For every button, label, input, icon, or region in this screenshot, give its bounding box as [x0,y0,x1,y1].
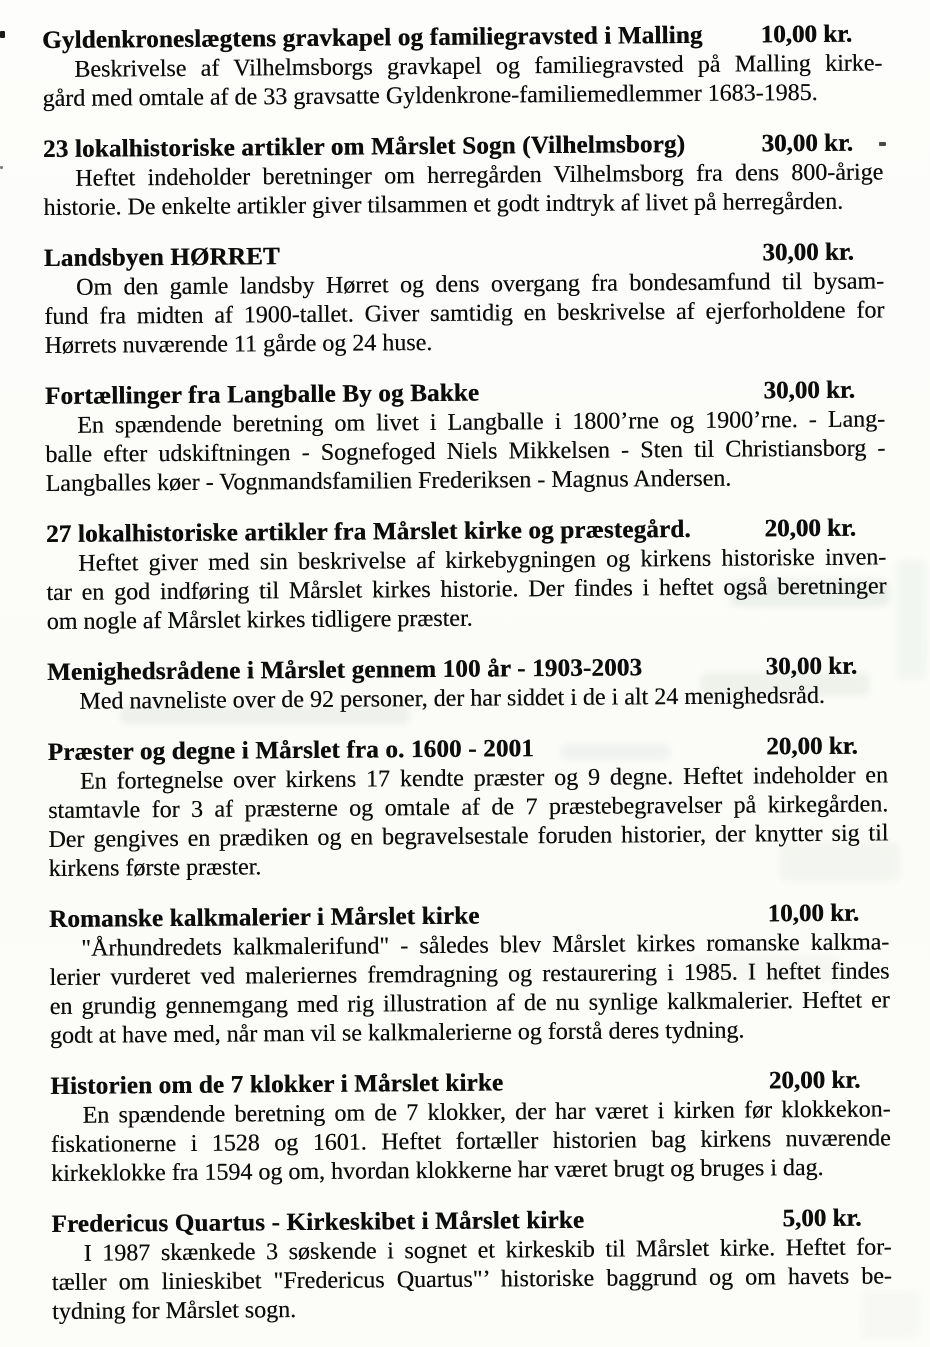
entry-description-line: I 1987 skænkede 3 søskende i sognet et kirkeskib til Mårslet kirke. Heftet for- [83,1234,892,1267]
entry-description-line: gård med omtale af de 33 gravsatte Gyldenkrone-familiemedlemmer 1683-1985. [42,79,818,112]
entry-title: Fortællinger fra Langballe By og Bakke [44,379,480,410]
catalog-entry [49,898,890,1051]
entry-description-line: tæller om linieskibet "Fredericus Quartus"’ historiske baggrund og om havets be- [51,1263,892,1296]
entry-description-line: En fortegnelse over kirkens 17 kendte præster og 9 degne. Heftet indeholder en [79,762,889,795]
entry-description-line: en grundig gennemgang med rig illustration af de nu synlige kalkmalerier. Heftet er [49,987,890,1020]
entry-title: Menighedsrådene i Mårslet gennem 100 år - 1903-2003 [46,654,643,686]
entry-description-line: En spændende beretning om livet i Langballe i 1800’rne og 1900’rne. - Lang- [77,406,886,439]
entry-title: Landsbyen HØRRET [43,243,280,272]
entry-price: 30,00 kr. [763,376,855,405]
entry-description [49,928,890,1051]
entry-description-line: Hørrets nuværende 11 gårde og 24 huse. [44,329,433,359]
entry-description [46,543,887,637]
entry-description [50,1095,891,1189]
entry-title: 23 lokalhistoriske artikler om Mårslet Sogn (Vilhelmsborg) [42,130,686,163]
catalog-entry [50,1065,891,1189]
entry-description-line: godt at have med, når man vil se kalkmalerierne og forstå deres tydning. [49,1017,745,1049]
bleed-through-smudge [896,560,926,680]
entry-description-line: balle efter udskiftningen - Sognefoged Niels Mikkelsen - Sten til Christiansborg - [45,435,886,468]
catalog-entry [43,128,884,223]
entry-description-line: kirkeklokke fra 1594 og om, hvordan klokkerne har været brugt og bruges i dag. [50,1154,824,1187]
catalog-entry [44,237,885,361]
entry-description-line: Om den gamle landsby Hørret og dens overgang fra bondesamfund til bysam- [75,268,885,301]
entry-price: 20,00 kr. [768,1066,861,1095]
entry-title: Romanske kalkmalerier i Mårslet kirke [48,902,480,933]
entry-description-line: "Århundredets kalkmalerifund" - således blev Mårslet kirkes romanske kalkma- [81,929,890,962]
catalog-entry [45,375,886,499]
entry-price: 30,00 kr. [761,129,854,158]
entry-description-line: lerier vurderet ved maleriernes fremdragning og restaurering i 1985. I heftet findes [49,958,890,991]
entry-description-line: stamtavle for 3 af præsterne og omtale af de 7 præstebegravelser på kirkegården. [48,791,889,824]
entry-price: 10,00 kr. [760,20,853,49]
entry-description-line: Heftet giver med sin beskrivelse af kirkebygningen og kirkens historiske inven- [78,544,887,577]
entry-description-line: Heftet indeholder beretninger om herregården Vilhelmsborg fra dens 800-årige [75,159,884,192]
entry-price: 10,00 kr. [767,899,860,928]
catalog-entry [51,1203,892,1327]
entry-description [47,681,887,717]
scan-speck [0,31,5,38]
entry-description [45,405,886,499]
entry-description-line: fund fra midten af 1900-tallet. Giver samtidig en beskrivelse af ejerforholdene for [44,297,885,330]
entry-description-line: tar en god indføring til Mårslet kirkes historie. Der findes i heftet også beretninger [46,573,887,606]
entry-description [43,158,883,223]
entry-description-line: Der gengives en prædiken og en begravelsestale foruden historier, der knytter sig til [48,820,889,853]
entry-description [44,267,885,361]
entry-description-line: historie. De enkelte artikler giver tilsammen et godt indtryk af livet på herregården. [43,188,844,221]
catalog-entry [48,731,889,884]
entry-description-line: Med navneliste over de 92 personer, der har siddet i de i alt 24 menighedsråd. [79,682,825,715]
catalog-entry [47,651,887,717]
entry-title: Gyldenkroneslægtens gravkapel og familiegravsted i Malling [42,21,703,54]
entry-description-line: Beskrivelse af Vilhelmsborgs gravkapel og familiegravsted på Malling kirke- [74,50,883,83]
entry-price: 20,00 kr. [766,732,858,761]
catalog-entry [46,513,887,637]
scan-speck [0,166,3,169]
entry-description [48,761,889,884]
entry-price: 30,00 kr. [765,652,858,681]
entry-price: 5,00 kr. [782,1204,862,1233]
entry-description-line: fiskationerne i 1528 og 1601. Heftet fortæller historien bag kirkens nuværende [50,1125,891,1158]
entry-description-line: tydning for Mårslet sogn. [51,1297,297,1325]
entry-description-line: Langballes køer - Vognmandsfamilien Frederiksen - Magnus Andersen. [45,465,732,497]
entry-price: 20,00 kr. [764,514,857,543]
entry-title: Præster og degne i Mårslet fra o. 1600 - 2001 [47,735,535,766]
catalog-entry [42,19,883,114]
entry-description-line: kirkens første præster. [48,854,262,882]
entry-title: Historien om de 7 klokker i Mårslet kirke [50,1069,504,1100]
booklet-price-list [42,19,892,1347]
entry-price: 30,00 kr. [762,238,854,267]
entry-description-line: om nogle af Mårslet kirkes tidligere præster. [46,605,473,635]
entry-description [52,1233,893,1327]
entry-title: Fredericus Quartus - Kirkeskibet i Mårslet kirke [51,1206,585,1238]
entry-description-line: En spændende beretning om de 7 klokker, der har været i kirken før klokkekon- [82,1096,891,1129]
entry-description [42,49,882,114]
entry-title: 27 lokalhistoriske artikler fra Mårslet kirke og præstegård. [45,515,691,548]
